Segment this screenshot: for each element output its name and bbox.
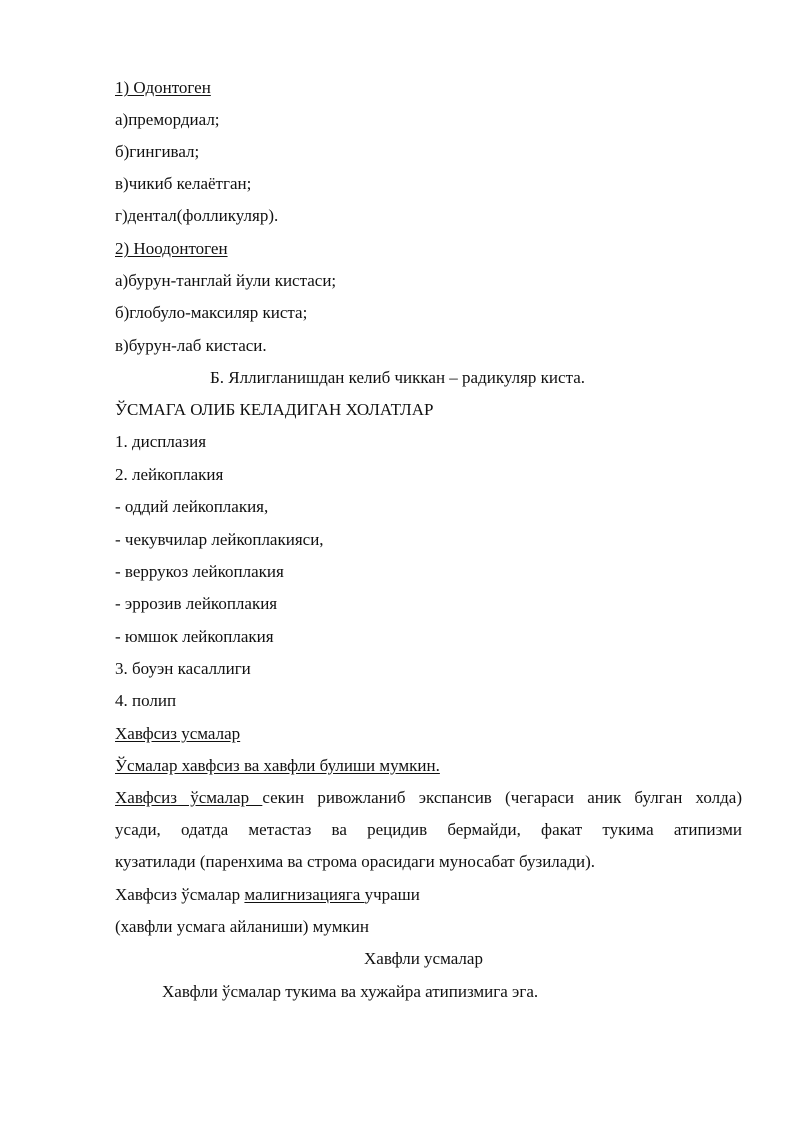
malignization-term: малигнизацияга xyxy=(244,885,365,904)
precancer-item: 2. лейкоплакия xyxy=(115,465,224,484)
benign-term: Хавфсиз ўсмалар xyxy=(115,788,263,807)
odontogen-item: в)чикиб келаётган; xyxy=(115,174,252,193)
precancer-item: - эррозив лейкоплакия xyxy=(115,594,278,613)
benign-paragraph-line xyxy=(115,788,742,808)
malignant-text: Хавфли ўсмалар тукима ва хужайра атипизмига эга. xyxy=(162,982,539,1001)
precancer-item: 1. дисплазия xyxy=(115,432,207,451)
noodontogen-heading: 2) Ноодонтоген xyxy=(115,239,228,258)
precancer-item: - оддий лейкоплакия, xyxy=(115,497,269,516)
precancer-item: - чекувчилар лейкоплакияси, xyxy=(115,530,324,549)
benign-paragraph-line: кузатилади (паренхима ва строма орасидаги муносабат бузилади). xyxy=(115,852,595,871)
precancer-item: 4. полип xyxy=(115,691,177,710)
malignization-prefix: Хавфсиз ўсмалар xyxy=(115,885,245,904)
malignization-suffix: учраши xyxy=(364,885,420,904)
malignization-line-2: (хавфли усмага айланиши) мумкин xyxy=(115,917,369,936)
benign-paragraph-line: усади, одатда метастаз ва рецидив бермайди, факат тукима атипизми xyxy=(115,820,742,839)
odontogen-item: г)дентал(фолликуляр). xyxy=(115,206,279,225)
precancer-item: - веррукоз лейкоплакия xyxy=(115,562,284,581)
malignant-heading: Хавфли усмалар xyxy=(364,949,483,968)
benign-paragraph-text: секин ривожланиб экспансив (чегараси аник булган холда) xyxy=(262,788,742,807)
precancer-heading: ЎСМАГА ОЛИБ КЕЛАДИГАН ХОЛАТЛАР xyxy=(115,400,434,419)
benign-heading: Хавфсиз усмалар xyxy=(115,724,241,743)
benign-subheading: Ўсмалар хавфсиз ва хавфли булиши мумкин. xyxy=(115,756,440,775)
precancer-item: - юмшок лейкоплакия xyxy=(115,627,274,646)
precancer-item: 3. боуэн касаллиги xyxy=(115,659,251,678)
odontogen-heading: 1) Одонтоген xyxy=(115,78,211,97)
odontogen-item: б)гингивал; xyxy=(115,142,200,161)
noodontogen-item: а)бурун-танглай йули кистаси; xyxy=(115,271,337,290)
noodontogen-item: в)бурун-лаб кистаси. xyxy=(115,336,267,355)
radicular-cyst-line: Б. Яллигланишдан келиб чиккан – радикуляр киста. xyxy=(210,368,585,387)
malignization-line xyxy=(115,885,420,905)
noodontogen-item: б)глобуло-максиляр киста; xyxy=(115,303,308,322)
odontogen-item: а)премордиал; xyxy=(115,110,220,129)
